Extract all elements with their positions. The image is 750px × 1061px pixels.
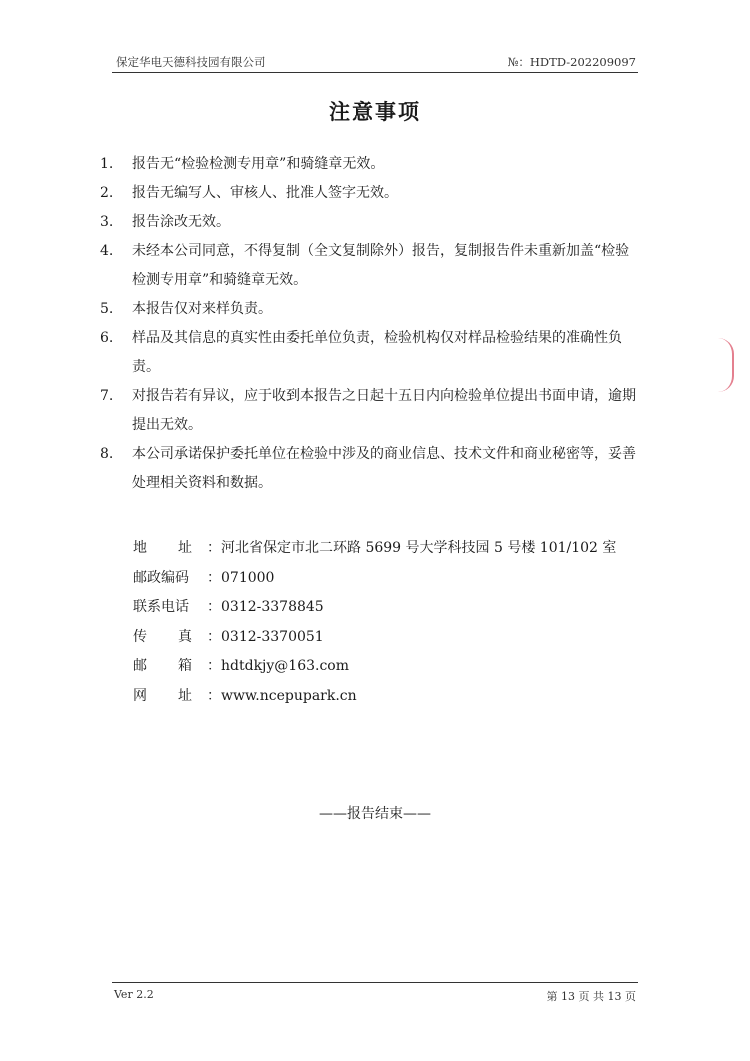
address-value: ：河北省保定市北二环路 5699 号大学科技园 5 号楼 101/102 室 xyxy=(207,540,617,556)
page-footer xyxy=(112,982,638,1001)
document-number: №：HDTD-202209097 xyxy=(507,55,636,69)
contact-info xyxy=(133,534,616,711)
email-value: ：hdtdkjy@163.com xyxy=(207,658,350,674)
seal-edge-mark xyxy=(718,338,734,392)
item-text: 本公司承诺保护委托单位在检验中涉及的商业信息、技术文件和商业秘密等，妥善处理相关资料和数据。 xyxy=(132,446,636,491)
item-text: 报告无编写人、审核人、批准人签字无效。 xyxy=(132,185,398,201)
page-header xyxy=(112,52,638,73)
page-number: 第 13 页 共 13 页 xyxy=(546,990,636,1003)
version-label: Ver 2.2 xyxy=(114,988,154,1001)
item-number: 6. xyxy=(100,330,114,346)
list-item xyxy=(100,324,640,382)
address-label: 地址 xyxy=(133,540,223,556)
item-number: 7. xyxy=(100,388,114,404)
item-number: 3. xyxy=(100,214,114,230)
page-title: 注意事项 xyxy=(329,99,421,124)
list-item xyxy=(100,237,640,295)
list-item xyxy=(100,150,640,179)
item-text: 未经本公司同意，不得复制（全文复制除外）报告，复制报告件未重新加盖“检验检测专用章”和骑缝章无效。 xyxy=(132,243,630,288)
item-text: 报告涂改无效。 xyxy=(132,214,230,230)
list-item xyxy=(100,382,640,440)
list-item xyxy=(100,440,640,498)
postcode-value: ：071000 xyxy=(207,569,275,586)
item-number: 1. xyxy=(100,156,114,172)
postcode-label: 邮政编码 xyxy=(133,569,189,586)
item-number: 5. xyxy=(100,301,114,317)
contact-fax xyxy=(133,623,616,653)
list-item xyxy=(100,179,640,208)
contact-postcode xyxy=(133,564,616,594)
item-number: 2. xyxy=(100,185,114,201)
list-item xyxy=(100,208,640,237)
website-label: 网址 xyxy=(133,687,223,704)
email-label: 邮箱 xyxy=(133,658,223,674)
notes-list xyxy=(100,150,640,498)
website-value: ：www.ncepupark.cn xyxy=(207,687,357,704)
report-end-mark: ——报告结束—— xyxy=(319,806,431,822)
contact-website xyxy=(133,682,616,712)
phone-value: ：0312-3378845 xyxy=(207,599,324,615)
item-text: 样品及其信息的真实性由委托单位负责，检验机构仅对样品检验结果的准确性负责。 xyxy=(132,330,622,375)
item-number: 4. xyxy=(100,243,114,259)
phone-label: 联系电话 xyxy=(133,599,189,615)
item-text: 对报告若有异议，应于收到本报告之日起十五日内向检验单位提出书面申请，逾期提出无效。 xyxy=(132,388,636,433)
item-number: 8. xyxy=(100,446,114,462)
contact-phone xyxy=(133,593,616,623)
item-text: 报告无“检验检测专用章”和骑缝章无效。 xyxy=(132,156,385,172)
item-text: 本报告仅对来样负责。 xyxy=(132,301,272,317)
list-item xyxy=(100,295,640,324)
company-name: 保定华电天德科技园有限公司 xyxy=(116,55,266,69)
contact-address xyxy=(133,534,616,564)
fax-value: ：0312-3370051 xyxy=(207,628,324,645)
contact-email xyxy=(133,652,616,682)
fax-label: 传真 xyxy=(133,628,223,645)
